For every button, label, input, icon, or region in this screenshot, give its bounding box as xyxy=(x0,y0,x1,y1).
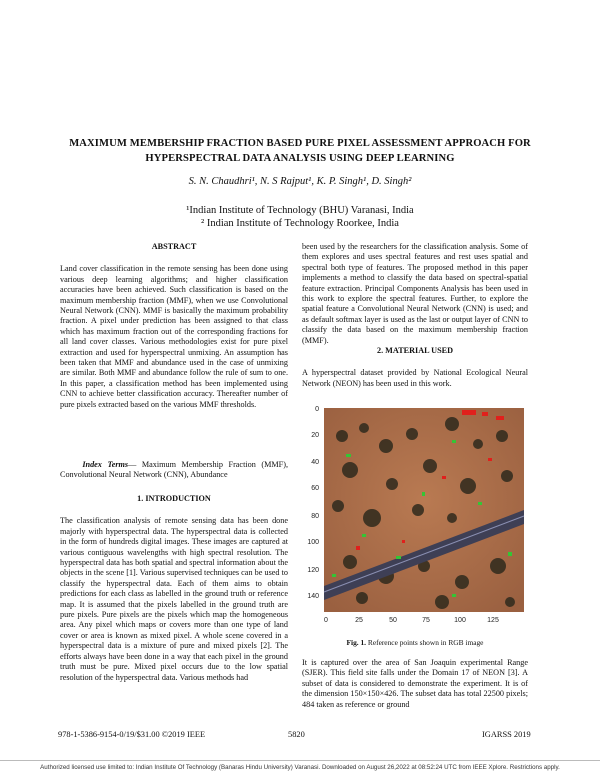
after-figure-text: It is captured over the area of San Joaquin experimental Range (SJER). This field site falls under the Domain 17 of NEON [3]. A subset of data is considered to demonstrate the experiment. It is of the dimension 150×150×426. The subset data has total 22500 pixels; 484 taken as reference or ground xyxy=(302,658,528,709)
index-terms-text: — Maximum Membership Fraction (MMF), Convolutional Neural Network (CNN), Abundance xyxy=(60,460,288,480)
affiliation-2: ² Indian Institute of Technology Roorkee, India xyxy=(201,218,399,229)
paper-title: MAXIMUM MEMBERSHIP FRACTION BASED PURE PIXEL ASSESSMENT APPROACH FOR HYPERSPECTRAL DATA ANALYSIS USING DEEP LEARNING xyxy=(69,138,531,164)
footer-conference: IGARSS 2019 xyxy=(482,730,531,739)
license-notice: Authorized licensed use limited to: Indian Institute Of Technology (Banaras Hindu University) Varanasi. Downloaded on August 26,2022 at 08:52:24 UTC from IEEE Xplore. Restrictions apply. xyxy=(40,764,560,771)
x-tick-label: 100 xyxy=(454,617,466,624)
figure-caption-text: Reference points shown in RGB image xyxy=(366,638,484,647)
x-axis-ticks xyxy=(324,617,499,624)
footer-isbn: 978-1-5386-9154-0/19/$31.00 ©2019 IEEE xyxy=(58,730,206,739)
y-tick-label: 0 xyxy=(315,406,319,413)
y-tick-label: 40 xyxy=(311,459,319,466)
intro-heading: 1. INTRODUCTION xyxy=(137,494,211,503)
y-axis-ticks xyxy=(307,406,319,600)
right-intro-text: been used by the researchers for the classification analysis. Some of them explores and uses spectral features and rest uses spatial and spectral both type of features. The proposed method in this paper implements a method to classify the data based on spectral-spatial feature extraction. Principal Components Analysis has been used in this work to explore the spectral features. Further, to explore the spatial feature a Convolutional Neural Network (CNN) is used; and as default softmax layer is used as the last or output layer of CNN to classify the data based on the maximum membership fraction (MMF). xyxy=(302,242,528,345)
index-terms-label: Index Terms xyxy=(82,460,129,469)
intro-text: The classification analysis of remote sensing data has been done majorly with hyperspectral data. The hyperspectral data is collected in the form of hundreds digital images. These images are captured at various contiguous wavelengths with high spectral resolution. The hyperspectral data has both spatial and spectral information about the objects in the scene [1]. Various supervised techniques can be used to classify the hyperspectral data. Each of them aims to obtain predictions for each class as labelled in the ground truth or reference map. It is assumed that the pixels labelled in the ground truth are pure pixels. Pure pixels are the pixels which map the homogeneous area. Any pixel which maps or covers more than one type of land cover or area is known as mixed pixel. A whole scene covered in a hyperspectral data is a mixture of pure and mixed pixels [2]. The efforts always have been done in a way that each pixel in the ground truth must be pure. Mixed pixel occurs due to the low spatial resolution of the hyperspectral data. Various methods had xyxy=(60,516,288,682)
x-tick-label: 125 xyxy=(487,617,499,624)
y-tick-label: 60 xyxy=(311,485,319,492)
intro-section xyxy=(60,494,288,683)
affiliation-1: ¹Indian Institute of Technology (BHU) Varanasi, India xyxy=(186,205,414,216)
material-text: A hyperspectral dataset provided by National Ecological Neural Network (NEON) has been used in this work. xyxy=(302,368,528,388)
figure-caption xyxy=(302,638,528,647)
x-tick-label: 25 xyxy=(355,617,363,624)
y-tick-label: 80 xyxy=(311,513,319,520)
affiliations xyxy=(40,204,560,230)
abstract-heading: ABSTRACT xyxy=(151,242,197,251)
y-tick-label: 20 xyxy=(311,432,319,439)
footer-page-number: 5820 xyxy=(288,730,305,739)
material-heading: 2. MATERIAL USED xyxy=(376,346,454,355)
figure-caption-label: Fig. 1. xyxy=(346,638,367,647)
author-list: S. N. Chaudhri¹, N. S Rajput¹, K. P. Singh¹, D. Singh² xyxy=(188,176,412,187)
y-tick-label: 100 xyxy=(307,539,319,546)
notice-divider xyxy=(0,760,600,761)
y-tick-label: 140 xyxy=(307,593,319,600)
material-section xyxy=(302,346,528,389)
abstract-section xyxy=(60,242,288,410)
x-tick-label: 75 xyxy=(422,617,430,624)
x-tick-label: 50 xyxy=(389,617,397,624)
figure-rgb-image xyxy=(302,406,528,630)
y-tick-label: 120 xyxy=(307,567,319,574)
index-terms xyxy=(60,460,288,481)
x-tick-label: 0 xyxy=(324,617,328,624)
abstract-text: Land cover classification in the remote sensing has been done using various deep learning algorithms; and higher classification accuracies have been achieved. Such classification is based on the maximum membership fraction (MMF), when we use Convolutional Neural Network (CNN). MMF is basically the maximum probability fraction. A pixel under prediction has been assigned to that class which has maximum fraction out of the corresponding fractions for all land cover classes. Various methodologies exist for pure pixel extraction and used for hyperspectral unmixing. An assumption has been taken that MMF and abundance used in the case of unmixing are similar. Both MMF and abundance follow the rule of sum to one. In this paper, a classification method has been implemented using CNN to achieve better classification accuracy. Thereafter number of pure pixels extracted based on the various MMF thresholds. xyxy=(60,264,288,409)
